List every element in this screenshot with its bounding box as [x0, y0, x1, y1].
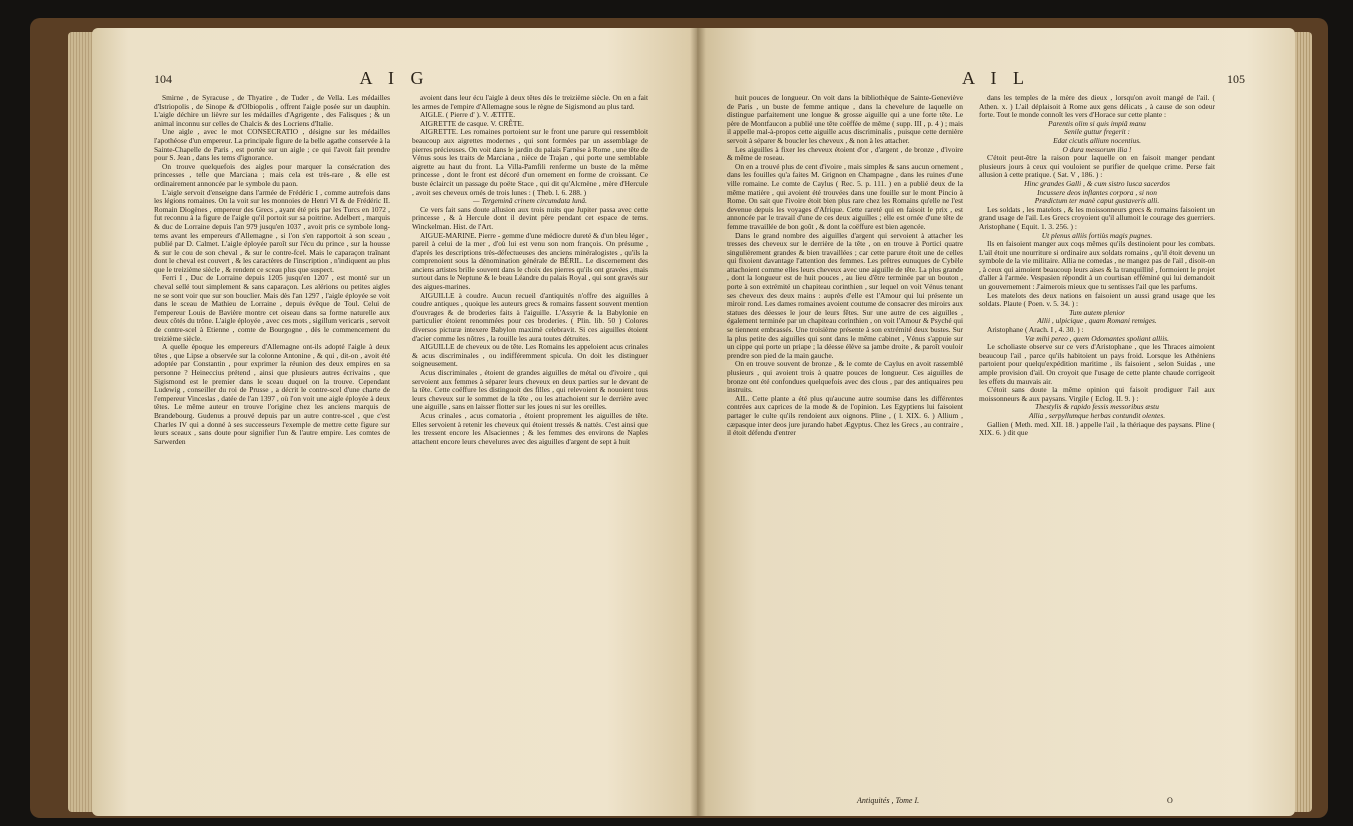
paragraph: Ut plenus alliis fortiùs magis pugnes. — [1041, 230, 1153, 240]
paragraph: AIGRETTE de casque. V. CRÊTE. — [420, 118, 524, 128]
page-edges-left — [68, 32, 94, 812]
paragraph: On en a trouvé plus de cent d'ivoire , mais simples & sans aucun ornement , dans les fouilles qu'a faites M. Grignon en Champagne , dans les ruines d'une ville romaine. Le comte de Caylus ( Rec. 5. p. 111. ) en a publié deux de la même matière , qui avoient été trouvées dans une fouille sur le mont Pincio à Rome. On sait que l'ivoire étoit bien plus rare chez les Romains qu'elle ne l'est devenue depuis les voyages d'Afrique. Cette rareté qui en faisoit le prix , est annoncée par le travail d'une de ces deux aiguilles ; elle est ornée d'une tête de femme travaillée de bon goût , & dont la coëffure est bien agencée. — [727, 161, 963, 231]
paragraph: Hinc grandes Galli , & cum sistro lusca sacerdos Incussere deos inflantes corpora , si non Prædictum ter manè caput gustaveris alli. — [1024, 178, 1170, 206]
paragraph: A quelle époque les empereurs d'Allemagne ont-ils adopté l'aigle à deux têtes , que Lipse a observée sur la colonne Antonine , & qui , dit-on , avoit été adoptée par Constantin , pour exprimer la réunion des deux empires en sa personne ? Heineccius prétend , ainsi que plusieurs autres écrivains , que Sigismond est le premier dans le sceau duquel on la trouve. Cependant Ludewig , conseiller du roi de Prusse , a décrit le contre-scel d'une charte de l'empereur Vinceslas , datée de l'an 1397 , où l'on voit une aigle éployée à deux têtes. Le même auteur en trouve l'origine chez les anciens marquis de Brandebourg. Gudenus a prouvé depuis par un autre contre-scel , que c'est Charles IV qui a donné à ses successeurs l'exemple de mettre cette figure sur leurs sceaux , sans doute pour signifier l'un & l'autre empire. Les comtes de Sarwerden — [154, 342, 390, 446]
paragraph: Le scholiaste observe sur ce vers d'Aristophane , que les Thraces aimoient beaucoup l'ail , parce qu'ils habitoient un pays froid. Lorsque les Athéniens partoient pour quelqu'expédition maritime , ils faisoient , selon Suidas , une ample provision d'ail. On croyoit que l'usage de cette plante chaude corrigeoit les effets du mauvais air. — [979, 342, 1215, 386]
paragraph: avoient dans leur écu l'aigle à deux têtes dès le treizième siècle. On en a fait les armes de l'empire d'Allemagne sous le règne de Sigismond au plus tard. — [412, 94, 648, 111]
paragraph: Les matelots des deux nations en faisoient un aussi grand usage que les soldats. Plaute ( Poen. v. 5. 34. ) : — [979, 290, 1215, 309]
gutter-shadow — [690, 28, 706, 816]
paragraph: Væ mihi pereo , quem Odomantes spoliant alliis. — [1024, 333, 1170, 343]
signature-mark: O — [1167, 796, 1173, 805]
paragraph: AIGLE. ( Pierre d' ). V. ÆTITE. — [420, 110, 516, 120]
paragraph: Une aigle , avec le mot CONSECRATIO , désigne sur les médailles l'apothéose d'un empereur. La principale figure de la belle agathe conservée à la Sainte-Chapelle de Paris , est portée sur un aigle ; ce qui l'avoit fait prendre pour S. Jean , dans les tems d'ignorance. — [154, 127, 390, 163]
paragraph: L'aigle servoit d'enseigne dans l'armée de Frédéric I , comme autrefois dans les légions romaines. On la voit sur les monnoies de Henri VI & de Frédéric II. Romain Diogènes , empereur des Grecs , ayant été pris par les Turcs en 1072 , fut reconnu à la figure de l'aigle qu'il portoit sur sa poitrine. Adelbert , marquis & duc de Lorraine depuis l'an 979 jusqu'en 1037 , avoit pris ce symbole long-tems avant les empereurs d'Allemagne , si l'on s'en rapportoit à son sceau , publié par D. Calmet. L'aigle éployée paroît sur l'écu du prince , sur la housse & sur le cou de son cheval , & sur le contre-fcel. Mais le caparaçon traînant dont le cheval est couvert , & les caractères de l'inscription , n'indiquent au plus que le treizième siècle , & rendent ce sceau plus que suspect. — [154, 187, 390, 274]
paragraph: Ce vers fait sans doute allusion aux trois nuits que Jupiter passa avec cette princesse , & à Hercule dont il devint père pendant cet espace de tems. Winckelman. Hist. de l'Art. — [412, 204, 648, 231]
running-head: A I G — [359, 68, 430, 88]
text-column-2 — [412, 94, 648, 806]
paragraph: — Tergeminâ crinem circumdata lunâ. — [473, 196, 587, 206]
page-edges-right — [1292, 32, 1312, 812]
paragraph: Tum autem plenior Allii , ulpicique , quam Romani remiges. — [1037, 307, 1157, 326]
paragraph: AIL. Cette plante a été plus qu'aucune autre soumise dans les différentes contrées aux caprices de la mode & de l'opinion. Les Egyptiens lui faisoient partager le culte qu'ils rendoient aux oignons. Pline , ( l. XIX. 6. ) Allium , cæpasque inter deos jure jurando habet Ægyptus. Chez les Grecs , au contraire , il étoit défendu d'entrer — [727, 393, 963, 438]
left-page-header — [92, 68, 697, 92]
paragraph: Gallien ( Meth. med. XII. 18. ) appelle l'ail , la thériaque des paysans. Pline ( XIX. 6. ) dit que — [979, 419, 1215, 438]
paragraph: Aristophane ( Arach. I , 4. 30. ) : — [987, 325, 1084, 335]
text-column-2 — [979, 94, 1215, 806]
paragraph: Acus crinales , acus comatoria , étoient proprement les aiguilles de tête. Elles servoient à retenir les cheveux qui étoient tressés & nattés. C'est ainsi que les tressent encore les Alsaciennes ; & les femmes des environs de Naples attachent encore leurs chevelures avec des aiguilles d'argent de sept à huit — [412, 410, 648, 446]
paragraph: Acus discriminales , étoient de grandes aiguilles de métal ou d'ivoire , qui servoient aux femmes à séparer leurs cheveux en deux parties sur le devant de la tête. Cette coëffure les distinguoit des filles , qui relevoient & nouoient tous leurs cheveux sur le sommet de la tête , ou les attachoient sur le derrière avec une aiguille , sans en laisser flotter sur les joues ni sur les oreilles. — [412, 368, 648, 412]
paragraph: Thestylis & rapido fessis messoribus æstu Allia , serpyllumque herbas contundit olentes. — [1028, 402, 1166, 420]
paragraph: Smirne , de Syracuse , de Thyatire , de Tuder , de Vella. Les médailles d'Istriopolis , de Sinope & d'Olbiopolis , offrent l'aigle posée sur un dauphin. L'aigle déchire un lièvre sur les médailles d'Agrigente , des Falisques ; & un animal inconnu sur celles de Chalcis & des Locriens d'Italie. — [154, 94, 390, 128]
paragraph: huit pouces de longueur. On voit dans la bibliothèque de Sainte-Geneviève de Paris , un buste de femme antique , dans la chevelure de laquelle on distingue parfaitement une longue & grosse aiguille qui a une forte tête. Le père de Montfaucon a publié une tête coëffée de même ( supp. III , p. 4 ) ; mais il appelle mal-à-propos cette aiguille acus discriminalis , puisque cette dernière servoit à séparer & boucler les cheveux , & non à les attacher. — [727, 94, 963, 145]
paragraph: AIGUILLE à coudre. Aucun recueil d'antiquités n'offre des aiguilles à coudre antiques , quoique les auteurs grecs & romains fassent souvent mention d'ouvrages & de broderies faits à l'aiguille. L'Assyrie & la Babylonie en particulier étoient renommées pour ces broderies. ( Plin. lib. 50 ) Colores diversos picturæ intexere Babylon maximè celebravit. Si ces aiguilles étoient d'acier comme les nôtres , la rouille les aura toutes détruites. — [412, 290, 648, 343]
paragraph: Dans le grand nombre des aiguilles d'argent qui servoient à attacher les tresses des cheveux sur le derrière de la tête , on en trouve à Portici quatre singulièrement grandes & bien travaillées ; car cette parure étoit une de celles qui fixoient davantage l'attention des femmes. Les prêtres eunuques de Cybèle attachoient comme elles leurs cheveux avec une aiguille de tête. La plus grande , dont la longueur est de huit pouces , au lieu d'être terminée par un bouton , porte à son extrémité un chapiteau corinthien , sur lequel on voit Vénus tenant ses cheveux des deux mains : auprès d'elle est l'Amour qui lui présente un miroir rond. Les dames romaines avoient coutume de consacrer des miroirs aux statues des déesses le jour de leurs fêtes. Sur une autre de ces aiguilles , également terminée par un chapiteau corinthien , on voit l'Amour & Psyché qui se tiennent embrassés. Une troisième présente à son extrémité deux bustes. Sur la plus petite des aiguilles qui sont dans le même cabinet , Vénus s'appuie sur un cippe qui porte un priape ; la déesse élève sa jambe droite , & paroît vouloir prendre son pied de la main gauche. — [727, 230, 963, 360]
page-number: 104 — [154, 72, 172, 86]
right-page-header — [697, 68, 1295, 92]
paragraph: Ferri I , Duc de Lorraine depuis 1205 jusqu'en 1207 , est monté sur un cheval sellé tout simplement & sans caparaçon. Les alérions ou petites aigles ne se sont voir que sur son bouclier. Mais dès l'an 1297 , l'aigle éployée se voit dans le sceau de Mathieu de Lorraine , depuis évêque de Toul. Celui de l'empereur Louis de Bavière montre cet oiseau dans sa forme naturelle aux deux côtés du trône. L'aigle éployée , avec ces mots , sigillum vericaris , servoit de contre-scel à Etienne , comte de Bourgogne , dès le commencement du treizième siècle. — [154, 273, 390, 343]
paragraph: On trouve quelquefois des aigles pour marquer la consécration des princesses , telle que Marciana ; mais cela est très-rare , & elle est ordinairement annoncée par le symbole du paon. — [154, 161, 390, 188]
book-spread — [30, 18, 1328, 818]
paragraph: Les soldats , les matelots , & les moissonneurs grecs & romains faisoient un grand usage de l'ail. Les Grecs croyoient qu'il allumoit le courage des guerriers. Aristophane ( Equit. 1. 3. 256. ) : — [979, 204, 1215, 231]
text-column-1 — [727, 94, 963, 806]
paragraph: Ils en faisoient manger aux coqs mêmes qu'ils destinoient pour les combats. L'ail étoit une nourriture si ordinaire aux soldats romains , qu'il étoit devenu un symbole de la vie militaire. Allia ne comedas , ne mangez pas de l'ail , disoit-on , à ceux qui aimoient beaucoup leurs aises & la tranquillité , formoient le projet d'aller à l'armée. Vespasien répondit à un courtisan efféminé qui lui demandoit un gouvernement : J'aimerois mieux que tu sentisses l'ail que les parfums. — [979, 239, 1215, 292]
running-head: A I L — [962, 68, 1030, 88]
paragraph: AIGUE-MARINE. Pierre - gemme d'une médiocre dureté & d'un bleu léger , pareil à celui de la mer , d'où lui est venu son nom françois. On présume , d'après les descriptions très-défectueuses des anciens minéralogistes , qu'ils la comprenoient sous la dénomination générale de BÉRIL. Le discernement des anciens artistes brille souvent dans le choix des pierres qu'ils ont gravées , mais surtout dans le Neptune & le beau Léandre du palais Royal , qui sont gravés sur des aigues-marines. — [412, 230, 648, 292]
paragraph: Parentis olim si quis impiâ manu Senile guttur fregerit : Edat cicutis allium nocentius. O dura messorum ilia ! — [1048, 118, 1146, 154]
paragraph: Les aiguilles à fixer les cheveux étoient d'or , d'argent , de bronze , d'ivoire & même de roseau. — [727, 144, 963, 163]
footer-volume: Antiquités , Tome I. — [857, 796, 920, 805]
left-page — [92, 28, 697, 816]
paragraph: On en trouve souvent de bronze , & le comte de Caylus en avoit rassemblé plusieurs , qui avoient trois à quatre pouces de longueur. Ces aiguilles de bronze ont été confondues quelquefois avec des clous , par des antiquaires peu instruits. — [727, 359, 963, 395]
paragraph: C'étoit peut-être la raison pour laquelle on en faisoit manger pendant plusieurs jours à ceux qui vouloient se purifier de quelque crime. Perse fait allusion à cette pratique. ( Sat. V , 186. ) : — [979, 153, 1215, 180]
paragraph: dans les temples de la mère des dieux , lorsqu'on avoit mangé de l'ail. ( Athen. x. ) L'ail déplaisoit à Rome aux gens délicats , à cause de son odeur forte. Tout le monde connoît les vers d'Horace sur cette plante : — [979, 94, 1215, 120]
text-column-1 — [154, 94, 390, 806]
page-number: 105 — [1227, 72, 1245, 86]
right-page — [697, 28, 1295, 816]
paragraph: C'étoit sans doute la même opinion qui faisoit prodiguer l'ail aux moissonneurs & aux paysans. Virgile ( Eclog. II. 9. ) : — [979, 385, 1215, 403]
paragraph: AIGRETTE. Les romaines portoient sur le front une parure qui ressembloit beaucoup aux aigrettes modernes , qui sont formées par un assemblage de pierres précieuses. On voit dans le jardin du palais Farnèse à Rome , une tête de Vénus sous les traits de Marciana , nièce de Trajan , qui porte une semblable aigrette au haut du front. La Villa-Pamfili renferme un buste de la même princesse , dont le front est décoré d'un ornement en forme de croissant. Ce buste éclaircit un passage du poëte Stace , qui dit qu'Alcmène , mère d'Hercule , avoit ses cheveux ornés de trois lunes : ( Theb. l. 6. 288. ) — [412, 127, 648, 197]
paragraph: AIGUILLE de cheveux ou de tête. Les Romains les appeloient acus crinales & acus discriminales , ou indifféremment spicula. On doit les distinguer soigneusement. — [412, 342, 648, 369]
